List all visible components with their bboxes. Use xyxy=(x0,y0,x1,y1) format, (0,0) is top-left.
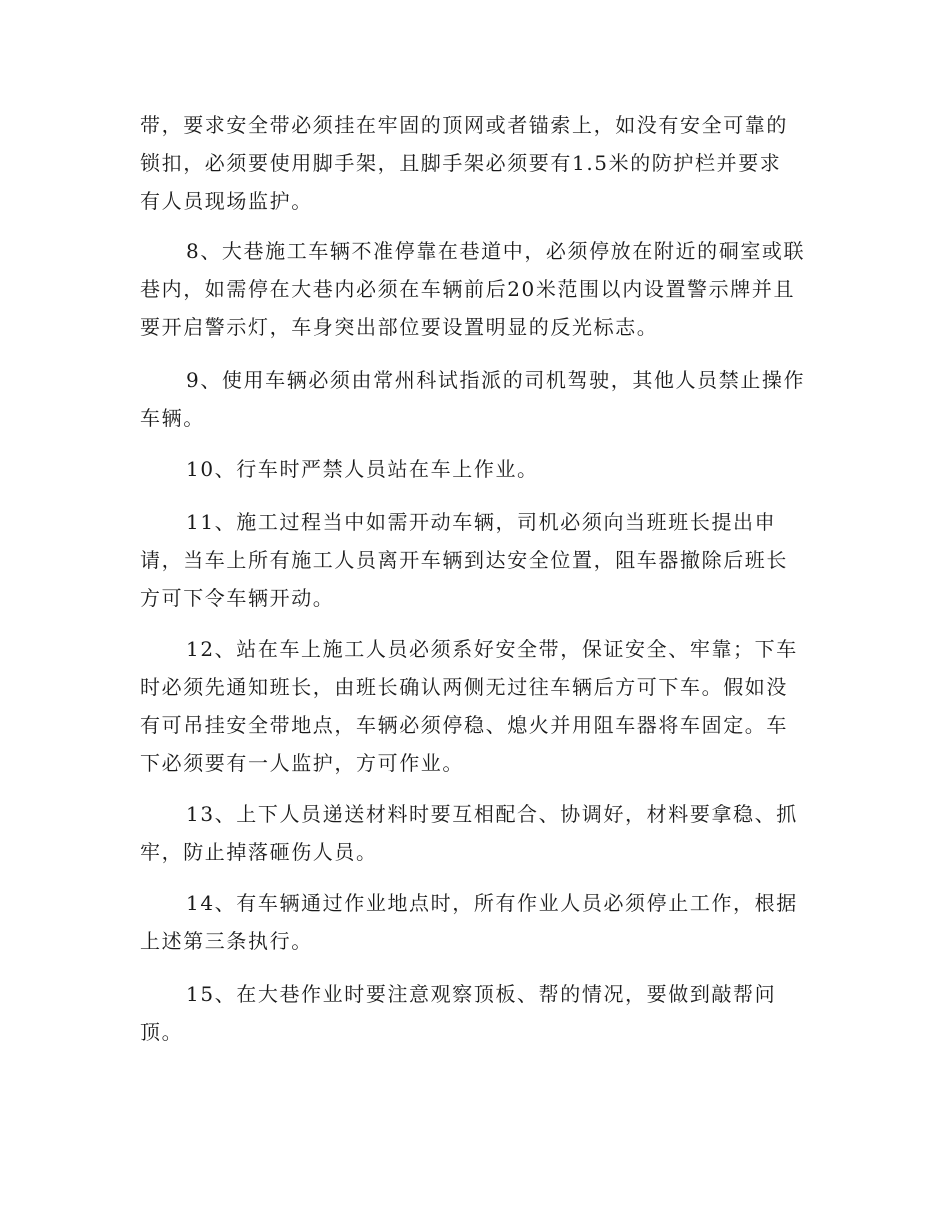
text-line: 带，要求安全带必须挂在牢固的顶网或者锚索上，如没有安全可靠的 xyxy=(140,113,788,137)
text-line: 15、在大巷作业时要注意观察顶板、帮的情况，要做到敲帮问 xyxy=(186,982,777,1006)
paragraph-item-11 xyxy=(140,503,810,617)
text-line: 10、行车时严禁人员站在车上作业。 xyxy=(186,457,539,481)
text-line: 下必须要有一人监护，方可作业。 xyxy=(140,751,464,775)
paragraph-item-8 xyxy=(140,232,810,346)
text-line: 车辆。 xyxy=(140,406,205,430)
text-line: 13、上下人员递送材料时要互相配合、协调好，材料要拿稳、抓 xyxy=(186,802,798,826)
text-line: 有人员现场监护。 xyxy=(140,189,313,213)
text-line: 14、有车辆通过作业地点时，所有作业人员必须停止工作，根据 xyxy=(186,891,798,915)
text-line: 上述第三条执行。 xyxy=(140,929,313,953)
paragraph-item-12 xyxy=(140,630,810,782)
text-line: 时必须先通知班长，由班长确认两侧无过往车辆后方可下车。假如没 xyxy=(140,675,788,699)
text-line: 锁扣，必须要使用脚手架，且脚手架必须要有1.5米的防护栏并要求 xyxy=(140,151,782,175)
text-line: 要开启警示灯，车身突出部位要设置明显的反光标志。 xyxy=(140,315,659,339)
paragraph-item-15 xyxy=(140,975,810,1051)
text-line: 牢，防止掉落砸伤人员。 xyxy=(140,840,378,864)
text-line: 请，当车上所有施工人员离开车辆到达安全位置，阻车器撤除后班长 xyxy=(140,548,788,572)
text-line: 9、使用车辆必须由常州科试指派的司机驾驶，其他人员禁止操作 xyxy=(186,368,806,392)
paragraph-item-10 xyxy=(140,450,810,488)
text-line: 12、站在车上施工人员必须系好安全带，保证安全、牢靠；下车 xyxy=(186,637,798,661)
paragraph-continuation xyxy=(140,106,810,220)
text-line: 有可吊挂安全带地点，车辆必须停稳、熄火并用阻车器将车固定。车 xyxy=(140,713,788,737)
paragraph-item-9 xyxy=(140,361,810,437)
text-line: 顶。 xyxy=(140,1020,184,1044)
paragraph-item-13 xyxy=(140,795,810,871)
text-line: 方可下令车辆开动。 xyxy=(140,586,335,610)
text-line: 11、施工过程当中如需开动车辆，司机必须向当班班长提出申 xyxy=(186,510,777,534)
text-line: 巷内，如需停在大巷内必须在车辆前后20米范围以内设置警示牌并且 xyxy=(140,277,796,301)
paragraph-item-14 xyxy=(140,884,810,960)
text-line: 8、大巷施工车辆不准停靠在巷道中，必须停放在附近的硐室或联 xyxy=(186,239,806,263)
